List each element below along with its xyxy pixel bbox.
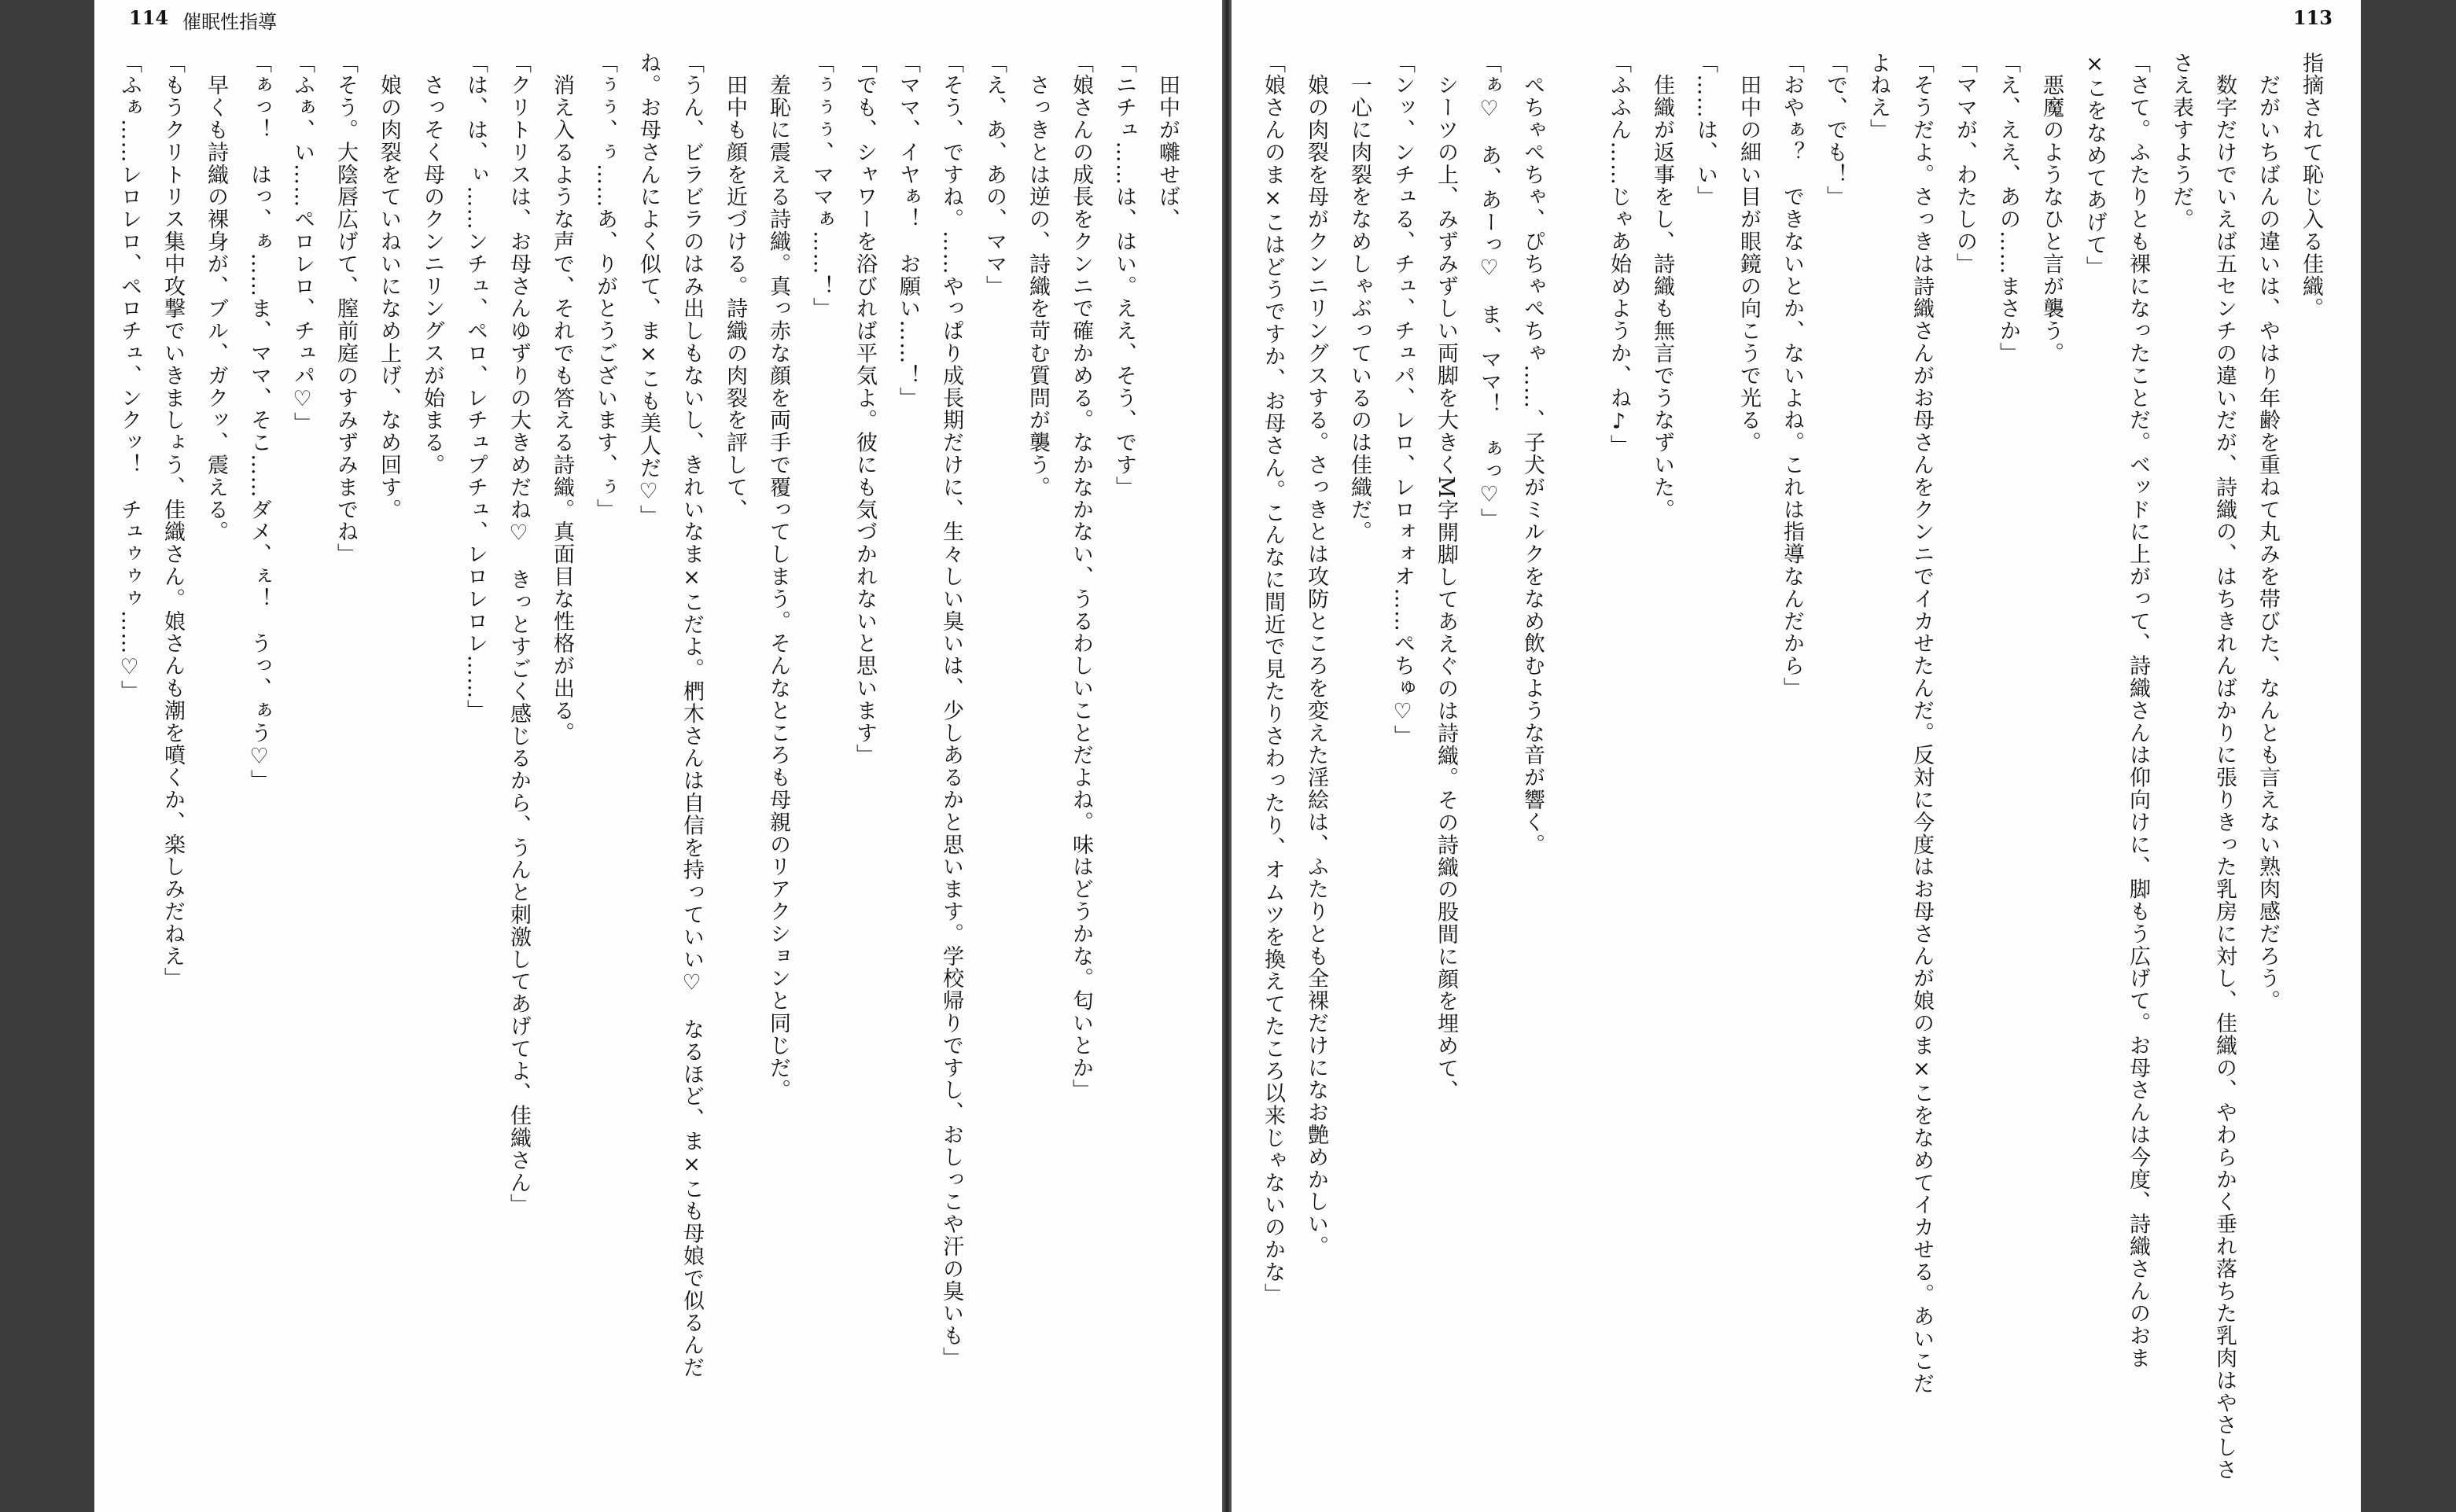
text-line: 「ママ、イヤぁ！ お願い……！」: [896, 52, 920, 410]
text-line: 「ママが、わたしの」: [1953, 52, 1977, 275]
text-line: 消え入るような声で、それでも答える詩織。真面目な性格が出る。: [550, 52, 574, 745]
text-line: 一心に肉裂をなめしゃぶっているのは佳織だ。: [1347, 52, 1372, 543]
text-line: 「ふぁ……レロレロ、ペロチュ、ンクッ！ チュゥゥゥ……♡」: [117, 52, 142, 703]
text-line: 「そう。大陰唇広げて、膣前庭のすみずみまでね」: [333, 52, 358, 566]
text-line: 悪魔のようなひと言が襲う。: [2039, 52, 2064, 365]
text-line: 指摘されて恥じ入る佳織。: [2299, 52, 2323, 320]
text-line: 娘の肉裂をていねいになめ上げ、なめ回す。: [377, 52, 401, 521]
text-line: さえ表すようだ。: [2169, 52, 2193, 231]
text-line: 「娘さんのま×こはどうですか、お母さん。こんなに間近で見たりさわったり、オムツを換えてたころ以来じゃないのかな」: [1261, 52, 1285, 1306]
text-line: [1554, 52, 1597, 1499]
text-line: 「おやぁ？ できないとか、ないよね。これは指導なんだから」: [1780, 52, 1804, 700]
text-line: 「ぅぅ、ぅ……あ、りがとうございます、ぅ」: [593, 52, 617, 521]
text-line: 「ニチュ……は、はい。ええ、そう、です」: [1112, 52, 1136, 498]
right-page-number: 113: [2292, 6, 2333, 29]
text-line: 「ぁ♡ あ、あーっ♡ ま、ママ！ ぁっ♡」: [1477, 52, 1501, 531]
text-line: 羞恥に震える詩織。真っ赤な顔を両手で覆ってしまう。そんなところも母親のリアクションと同じだ。: [766, 52, 790, 1102]
text-line: 田中の細い目が眼鏡の向こうで光る。: [1736, 52, 1761, 454]
text-line: 「そうだよ。さっきは詩織さんがお母さんをクンニでイカせたんだ。反対に今度はお母さんが娘のま×こをなめてイカせる。あいこだ: [1909, 52, 1934, 1395]
text-line: 田中が囃せば、: [1155, 52, 1180, 231]
text-line: よねえ」: [1866, 52, 1891, 142]
text-line: 「ぅぅぅ、ママぁ……！」: [809, 52, 834, 320]
text-line: 「は、は、ぃ……ンチュ、ペロ、レチュプチュ、レロレロレ……」: [463, 52, 488, 722]
text-line: 「……は、い」: [1693, 52, 1718, 208]
text-line: 「さて。ふたりとも裸になったことだ。ベッドに上がって、詩織さんは仰向けに、脚もう広げて。お母さんは今度、詩織さんのおま: [2126, 52, 2150, 1370]
text-line: 娘の肉裂を母がクンニリングスする。さっきとは攻防ところを変えた淫絵は、ふたりとも全裸だけになお艶めかしい。: [1304, 52, 1328, 1258]
text-line: 「でも、シャワーを浴びれば平気よ。彼にも気づかれないと思います」: [852, 52, 877, 767]
text-line: 「で、でも！」: [1823, 52, 1847, 208]
right-page-text: [1251, 52, 2333, 1499]
text-line: 「ふぁ、い……ペロレロ、チュパ♡」: [290, 52, 315, 435]
text-line: さっそく母のクンニリングスが始まる。: [420, 52, 444, 476]
text-line: 「そう、ですね。……やっぱり成長期だけに、生々しい臭いは、少しあるかと思います。学校帰りですし、おしっこや汗の臭いも」: [939, 52, 963, 1370]
text-line: シーツの上、みずみずしい両脚を大きくM字開脚してあえぐのは詩織。その詩織の股間に顔を埋めて、: [1434, 52, 1458, 1102]
text-line: 数字だけでいえば五センチの違いだが、詩織の、はちきれんばかりに張りきった乳房に対し、佳織の、やわらかく垂れ落ちた乳肉はやさしさ: [2212, 52, 2237, 1481]
left-page-text: [108, 52, 1189, 1499]
text-line: 「ふふん……じゃあ始めようか、ね♪」: [1607, 52, 1631, 458]
text-line: 「娘さんの成長をクンニで確かめる。なかなかない、うるわしいことだよね。味はどうかな。匂いとか」: [1069, 52, 1093, 1102]
text-line: 早くも詩織の裸身が、ブル、ガクッ、震える。: [204, 52, 228, 543]
text-line: 田中も顔を近づける。詩織の肉裂を評して、: [723, 52, 747, 521]
text-line: 「え、あ、あの、ママ」: [982, 52, 1007, 298]
left-page-number: 114: [129, 6, 169, 29]
left-page: [94, 0, 1222, 1512]
text-line: 「ンッ、ンチュる、チュ、チュパ、レロ、レロォォオ……ぺちゅ♡」: [1390, 52, 1415, 748]
running-title: 催眠性指導: [182, 11, 277, 33]
text-line: 佳織が返事をし、詩織も無言でうなずいた。: [1650, 52, 1674, 521]
text-line: さっきとは逆の、詩織を苛む質問が襲う。: [1025, 52, 1050, 498]
text-line: 「え、ええ、あの……まさか」: [1996, 52, 2020, 365]
text-line: ぺちゃぺちゃ、ぴちゃぺちゃ……、子犬がミルクをなめ飲むような音が響く。: [1520, 52, 1545, 856]
right-page: [1232, 0, 2361, 1512]
text-line: 「ぁっ！ はっ、ぁ……ま、ママ、そこ……ダメ、ぇ！ うっ、ぁう♡」: [247, 52, 271, 793]
text-line: だがいちばんの違いは、やはり年齢を重ねて丸みを帯びた、なんとも言えない熟肉感だろう。: [2255, 52, 2280, 1013]
text-line: 「クリトリスは、お母さんゆずりの大きめだね♡ きっとすごく感じるから、うんと刺激してあげてよ、佳織さん」: [506, 52, 531, 1216]
page-gutter: [1222, 0, 1232, 1512]
text-line: 「もうクリトリス集中攻撃でいきましょう、佳織さん。娘さんも潮を噴くか、楽しみだねえ」: [160, 52, 185, 990]
text-line: 「うん、ビラビラのはみ出しもないし、きれいなま×こだよ。椚木さんは自信を持っていい♡ なるほど、ま×こも母娘で似るんだ: [679, 52, 704, 1379]
text-line: ね。お母さんによく似て、ま×こも美人だ♡」: [636, 52, 661, 528]
text-line: ×こをなめてあげて」: [2082, 52, 2107, 278]
